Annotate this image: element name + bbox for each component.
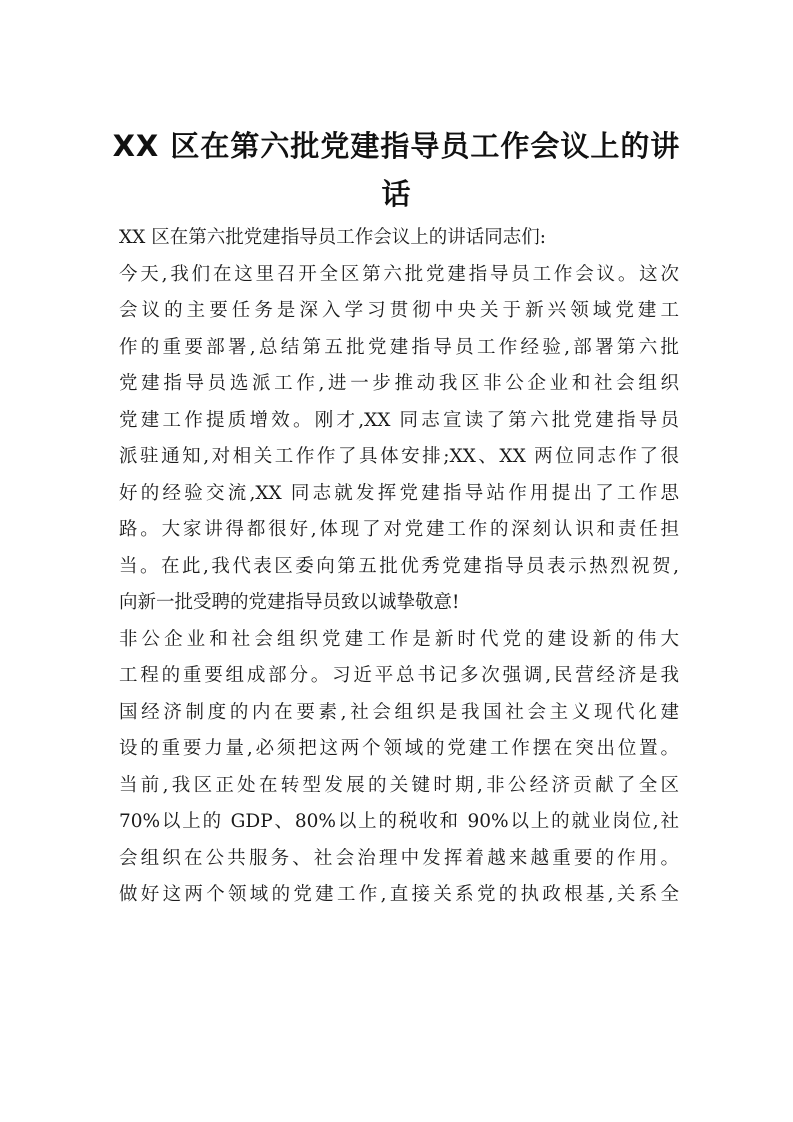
title-line: 话	[381, 177, 412, 211]
title-line: XX 区在第六批党建指导员工作会议上的讲	[112, 129, 681, 163]
body-line: 今天,我们在这里召开全区第六批党建指导员工作会议。这次	[119, 263, 679, 285]
body-line: 党建指导员选派工作,进一步推动我区非公企业和社会组织	[119, 373, 679, 394]
body-line: 会组织在公共服务、社会治理中发挥着越来越重要的作用。	[119, 847, 679, 869]
body-line: 作的重要部署,总结第五批党建指导员工作经验,部署第六批	[119, 336, 679, 358]
body-line: 党建工作提质增效。刚才,XX 同志宣读了第六批党建指导员	[119, 409, 679, 431]
body-line: 向新一批受聘的党建指导员致以诚挚敬意!	[119, 592, 460, 613]
body-line: 当前,我区正处在转型发展的关键时期,非公经济贡献了全区	[119, 774, 679, 796]
body-line: 会议的主要任务是深入学习贯彻中央关于新兴领域党建工	[119, 300, 679, 321]
body-line: 非公企业和社会组织党建工作是新时代党的建设新的伟大	[119, 628, 679, 650]
document-body	[119, 220, 679, 914]
body-line: 好的经验交流,XX 同志就发挥党建指导站作用提出了工作思	[119, 482, 679, 504]
body-line: 派驻通知,对相关工作作了具体安排;XX、XX 两位同志作了很	[119, 446, 679, 467]
body-line: 设的重要力量,必须把这两个领域的党建工作摆在突出位置。	[119, 738, 679, 759]
body-line: 70%以上的 GDP、80%以上的税收和 90%以上的就业岗位,社	[119, 811, 679, 832]
body-line: 当。在此,我代表区委向第五批优秀党建指导员表示热烈祝贺,	[119, 555, 679, 577]
document-title	[110, 122, 683, 218]
body-line: 做好这两个领域的党建工作,直接关系党的执政根基,关系全	[119, 884, 679, 905]
body-line: XX 区在第六批党建指导员工作会议上的讲话同志们:	[119, 227, 546, 248]
body-line: 工程的重要组成部分。习近平总书记多次强调,民营经济是我	[119, 665, 679, 686]
body-line: 国经济制度的内在要素,社会组织是我国社会主义现代化建	[119, 701, 679, 723]
body-line: 路。大家讲得都很好,体现了对党建工作的深刻认识和责任担	[119, 519, 679, 540]
